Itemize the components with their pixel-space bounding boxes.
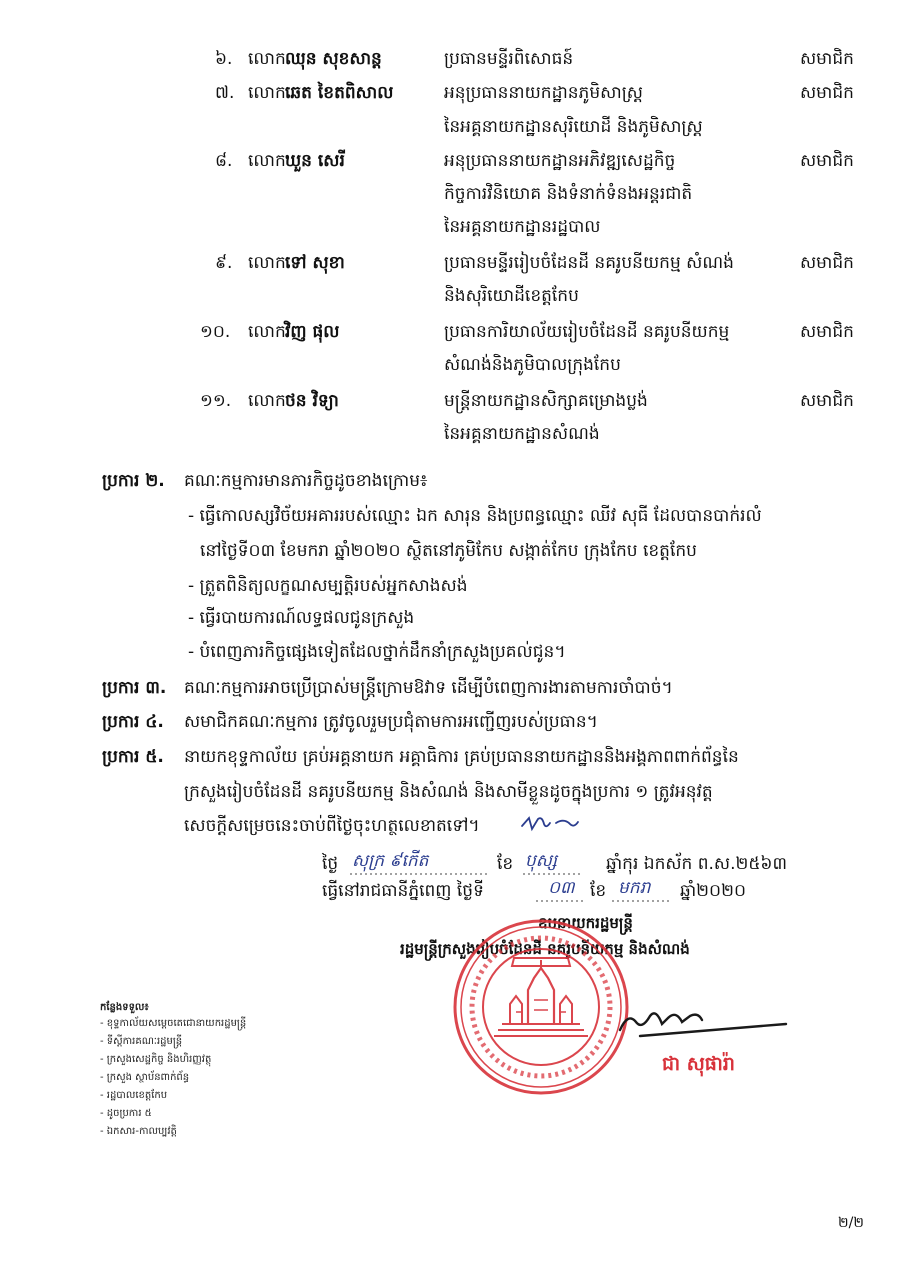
recipients-title: កន្លែងទទួល៖ [100,1002,149,1013]
ministry-seal [452,918,630,1096]
article-label: ប្រការ ៣. [102,678,167,698]
lunar-day-handwritten: សុក្រ ៩កើត [352,851,429,871]
member-position: នៃអគ្គនាយកដ្ឋានរដ្ឋបាល [444,217,601,237]
signature [610,1000,790,1050]
member-role: សមាជិក [800,253,854,273]
signatory-ministry: រដ្ឋមន្ត្រីក្រសួងរៀបចំដែនដី នគរូបនីយកម្ម និងសំណង់ [400,940,690,958]
member-number: ១១. [200,391,232,411]
month-prefix: ខែ [590,881,607,901]
member-role: សមាជិក [800,83,854,103]
year: ឆ្នាំ២០២០ [680,881,746,901]
page-number: ២/២ [838,1215,864,1231]
article-label: ប្រការ ២. [102,471,165,491]
member-position: អនុប្រធាននាយកដ្ឋានភូមិសាស្ត្រ [444,83,643,103]
member-title: លោក [248,322,286,342]
member-name: ឈុន សុខសាន្ត [285,49,382,69]
article-text: នាយកខុទ្ទកាល័យ គ្រប់អគ្គនាយក អគ្គាធិការ គ្រប់ប្រធាននាយកដ្ឋាននិងអង្គភាពពាក់ព័ន្ធនៃ [184,747,739,767]
member-title: លោក [248,253,286,273]
recipient-item: - ទីស្តីការគណៈរដ្ឋមន្ត្រី [100,1036,183,1047]
lunar-day-dots [350,872,490,876]
member-name: ឃួន សេរី [285,151,345,171]
signatory-title: ឧបនាយករដ្ឋមន្ត្រី [538,914,633,932]
duty-item-continued: នៅថ្ងៃទី០៣ ខែមករា ឆ្នាំ២០២០ ស្ថិតនៅភូមិកែប សង្កាត់កែប ក្រុងកែប ខេត្តកែប [200,541,697,561]
member-position: នៃអគ្គនាយកដ្ឋានសុរិយោដី និងភូមិសាស្ត្រ [444,117,703,137]
member-number: ៨. [215,151,233,171]
member-title: លោក [248,391,286,411]
member-position: និងសុរិយោដីខេត្តកែប [444,286,579,306]
article-text: សេចក្តីសម្រេចនេះចាប់ពីថ្ងៃចុះហត្ថលេខាតទៅ។ [184,816,480,836]
signatory-name: ជា សុផារ៉ា [662,1053,735,1075]
duty-item: - ធ្វើរបាយការណ៍លទ្ធផលជូនក្រសួង [188,608,415,628]
member-position: នៃអគ្គនាយកដ្ឋានសំណង់ [444,424,600,444]
member-title: លោក [248,83,286,103]
member-position: អនុប្រធាននាយកដ្ឋានអភិវឌ្ឍសេដ្ឋកិច្ច [444,151,676,171]
day-handwritten: ០៣ [548,878,575,898]
member-position: មន្ត្រីនាយកដ្ឋានសិក្សាគម្រោងប្លង់ [444,391,648,411]
member-position: សំណង់និងភូមិបាលក្រុងកែប [444,355,621,375]
lunar-month-handwritten: បុស្ស [525,851,558,871]
month-dots [612,899,672,903]
recipient-item: - ខុទ្ទកាល័យសម្តេចតេជោនាយករដ្ឋមន្ត្រី [100,1018,247,1029]
member-name: ទៅ សុខា [285,253,345,273]
duty-item: - ធ្វើកោលស្សវិច័យអគាររបស់ឈ្មោះ ឯក សារុន និងប្រពន្ធឈ្មោះ ឈីវ សុធី ដែលបានបាក់រលំ [188,506,762,526]
member-title: លោក [248,151,286,171]
article-label: ប្រការ ៥. [102,747,164,767]
lunar-year: ឆ្នាំកុរ ឯកស័ក ព.ស.២៥៦៣ [606,854,787,874]
member-role: សមាជិក [800,49,854,69]
member-role: សមាជិក [800,322,854,342]
member-title: លោក [248,49,286,69]
recipient-item: - ឯកសារ-កាលប្បវត្តិ [100,1126,177,1137]
article-text: ក្រសួងរៀបចំដែនដី នគរូបនីយកម្ម និងសំណង់ និងសាមីខ្លួនដូចក្នុងប្រការ ១ ត្រូវអនុវត្ត [184,782,713,802]
initials-mark [520,812,582,836]
lunar-month-prefix: ខែ [497,854,514,874]
member-name: វិញ ផុល [285,322,340,342]
day-dots [536,899,586,903]
duty-item: - ត្រួតពិនិត្យលក្ខណសម្បត្តិរបស់អ្នកសាងសង់ [188,576,468,596]
article-text: គណៈកម្មការអាចប្រើប្រាស់មន្ត្រីក្រោមឱវាទ ដើម្បីបំពេញការងារតាមការចាំបាច់។ [184,678,673,698]
member-number: ៩. [215,253,233,273]
lunar-month-dots [523,872,585,876]
article-text: គណៈកម្មការមានភារកិច្ចដូចខាងក្រោម៖ [184,471,428,491]
article-label: ប្រការ ៤. [102,712,164,732]
member-role: សមាជិក [800,391,854,411]
recipient-item: - រដ្ឋបាលខេត្តកែប [100,1090,168,1101]
member-number: ៧. [215,83,235,103]
recipient-item: - ក្រសួង ស្ថាប័នពាក់ព័ន្ធ [100,1072,190,1083]
member-number: ១០. [200,322,231,342]
member-name: ថន វិទ្យា [285,391,339,411]
article-text: សមាជិកគណៈកម្មការ ត្រូវចូលរួមប្រជុំតាមការអញ្ជើញរបស់ប្រធាន។ [184,712,598,732]
member-position: កិច្ចការវិនិយោគ និងទំនាក់ទំនងអន្តរជាតិ [444,184,693,204]
recipient-item: - ដូចប្រការ ៥ [100,1108,152,1119]
member-position: ប្រធានមន្ទីរពិសោធន៍ [444,49,574,69]
duty-item: - បំពេញភារកិច្ចផ្សេងទៀតដែលថ្នាក់ដឹកនាំក្រសួងប្រគល់ជូន។ [188,642,566,662]
member-position: ប្រធានមន្ទីររៀបចំដែនដី នគរូបនីយកម្ម សំណង់ [444,253,734,273]
member-position: ប្រធានការិយាល័យរៀបចំដែនដី នគរូបនីយកម្ម [444,322,730,342]
lunar-day-prefix: ថ្ងៃ [322,854,339,874]
member-name: ឆេត ខៃតពិសាល [285,83,394,103]
place-date-prefix: ធ្វើនៅរាជធានីភ្នំពេញ ថ្ងៃទី [322,881,484,901]
member-role: សមាជិក [800,151,854,171]
member-number: ៦. [215,49,233,69]
recipient-item: - ក្រសួងសេដ្ឋកិច្ច និងហិរញ្ញវត្ថុ [100,1054,212,1065]
month-handwritten: មករា [618,878,651,898]
